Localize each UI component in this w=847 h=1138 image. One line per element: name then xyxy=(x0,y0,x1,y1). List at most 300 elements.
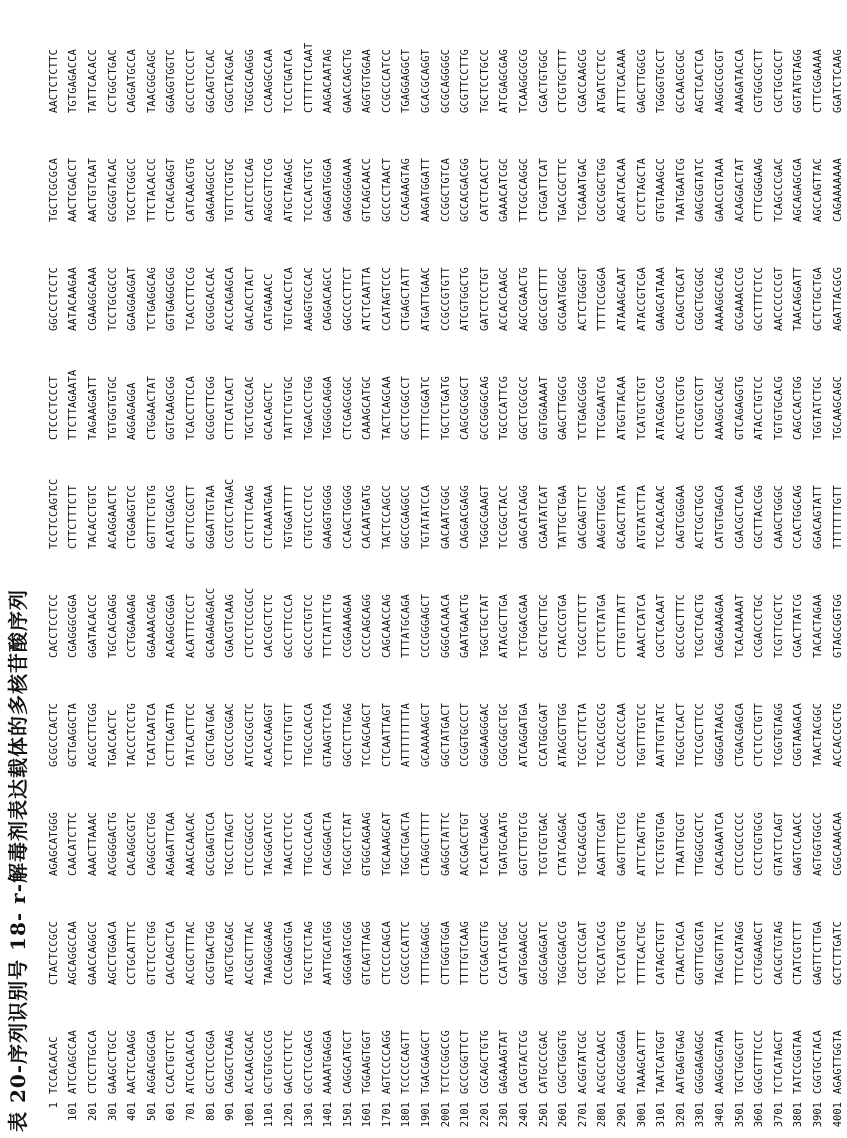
sequence-block: TGATGCAATG xyxy=(498,812,511,876)
sequence-block: ATCCACACCA xyxy=(184,1030,197,1094)
sequence-block: CCGGCTGTCA xyxy=(439,158,452,222)
sequence-block: TCATCAATCA xyxy=(145,703,158,767)
sequence-block: GAAGCCTGCC xyxy=(106,1030,119,1094)
sequence-block: GAGGGGGAAA xyxy=(341,158,354,222)
sequence-block: TTCTACACCC xyxy=(145,158,158,222)
sequence-block: CTCCCTCCCT xyxy=(47,376,60,440)
sequence-block: TGCTCTGATG xyxy=(439,376,452,440)
sequence-block: TGGCTGACTA xyxy=(400,812,413,876)
sequence-block: ACCGACCTGT xyxy=(459,812,472,876)
sequence-block: TGGCTGCTAT xyxy=(478,594,491,658)
sequence-block: TTCGCCAGGC xyxy=(518,158,531,222)
sequence-block: CCGCCCATTC xyxy=(400,921,413,985)
sequence-block: TGCCCATTCG xyxy=(498,376,511,440)
sequence-block: CCCGAGGTGA xyxy=(282,921,295,985)
sequence-block: AAGGCGGTAA xyxy=(713,1030,726,1094)
sequence-block: CAGAAAAAAA xyxy=(831,158,844,222)
sequence-block: CCCGGGAGCT xyxy=(420,594,433,658)
sequence-row xyxy=(573,4,593,1134)
sequence-block: AGCAGAGCGA xyxy=(792,158,805,222)
sequence-row xyxy=(64,4,84,1134)
row-number: 1601 xyxy=(361,1102,374,1128)
sequence-block: ATGATTGAAC xyxy=(420,267,433,331)
sequence-block: GAATGAACTG xyxy=(459,594,472,658)
sequence-block: TCGCAGCGCA xyxy=(576,812,589,876)
sequence-row xyxy=(122,4,142,1134)
sequence-block: CGCCGGCTGG xyxy=(596,158,609,222)
sequence-block: AATTGTTATC xyxy=(655,703,668,767)
sequence-block: TATCCGGTAA xyxy=(792,1030,805,1094)
sequence-block: CTATCAGGAC xyxy=(557,812,570,876)
sequence-block: CGAATATCAT xyxy=(537,485,550,549)
sequence-block: GCCTCCGACG xyxy=(302,1030,315,1094)
sequence-block: CATGTGAGCA xyxy=(713,485,726,549)
sequence-block: CTACCCGTGA xyxy=(557,594,570,658)
sequence-block: CGCTGATGAC xyxy=(204,703,217,767)
sequence-block: TACTCCAGCC xyxy=(380,485,393,549)
sequence-block: CTATCGTCTT xyxy=(792,921,805,985)
sequence-block: CCGCCCATCC xyxy=(380,49,393,113)
sequence-block: GGATCTCAAG xyxy=(831,49,844,113)
sequence-block: CCAGCTGGGG xyxy=(341,485,354,549)
sequence-block: CCAAGGCCAA xyxy=(263,49,276,113)
sequence-block: TCGGTGTAGG xyxy=(772,703,785,767)
sequence-block: ATCAGGATGA xyxy=(518,703,531,767)
row-number: 2501 xyxy=(537,1102,550,1128)
sequence-block: TAAAGCATTT xyxy=(635,1030,648,1094)
row-number: 3701 xyxy=(772,1102,785,1128)
sequence-row xyxy=(103,4,123,1134)
sequence-block: AAAGATACCA xyxy=(733,49,746,113)
sequence-block: GAACCGTAAA xyxy=(713,158,726,222)
sequence-block: GCGCAGGGGC xyxy=(439,49,452,113)
sequence-block: CGGCTGGGTG xyxy=(557,1030,570,1094)
sequence-block: GCAGCTTATA xyxy=(616,485,629,549)
sequence-block: TAATGAATCG xyxy=(674,158,687,222)
sequence-block: GACAATCGGC xyxy=(439,485,452,549)
sequence-block: AGCCAGTTAC xyxy=(811,158,824,222)
sequence-block: CTACTCCGCC xyxy=(47,921,60,985)
sequence-block: ACACCAAGGT xyxy=(263,703,276,767)
sequence-block: CTCCGCCCCC xyxy=(733,812,746,876)
sequence-block: GCTTCCGCTT xyxy=(184,485,197,549)
sequence-block: GAGAAAGTAT xyxy=(498,1030,511,1094)
sequence-block: AAAATGAGGA xyxy=(322,1030,335,1094)
sequence-block: CTGGAGGTCC xyxy=(126,485,139,549)
sequence-table xyxy=(44,4,847,1134)
sequence-block: TGGTATCTGC xyxy=(811,376,824,440)
sequence-block: CCATGGCGAT xyxy=(537,703,550,767)
sequence-row xyxy=(397,4,417,1134)
sequence-block: CCTCTAGCTA xyxy=(635,158,648,222)
sequence-block: GGTGAGGCGG xyxy=(165,267,178,331)
row-number: 1301 xyxy=(302,1102,315,1128)
sequence-block: TCCCCCAGTT xyxy=(400,1030,413,1094)
sequence-block: CTGACGAGCA xyxy=(733,703,746,767)
row-number: 1801 xyxy=(400,1102,413,1128)
sequence-block: TCACCTTCCG xyxy=(184,267,197,331)
sequence-block: CGCTCACAAT xyxy=(655,594,668,658)
sequence-block: GAAACATCGC xyxy=(498,158,511,222)
sequence-block: TAACTACGGC xyxy=(811,703,824,767)
sequence-block: ACGGGGACTG xyxy=(106,812,119,876)
sequence-block: CCTTCTATGA xyxy=(596,594,609,658)
sequence-block: GCCACGACGG xyxy=(459,158,472,222)
sequence-block: GAGGATGGGA xyxy=(322,158,335,222)
sequence-block: GGGCACAACA xyxy=(439,594,452,658)
sequence-block: TACCCTCCTG xyxy=(126,703,139,767)
row-number: 3501 xyxy=(733,1102,746,1128)
sequence-block: CTCGACGTTG xyxy=(478,921,491,985)
row-number: 201 xyxy=(86,1102,99,1121)
sequence-block: GGAAAACGAG xyxy=(145,594,158,658)
sequence-row xyxy=(44,4,64,1134)
sequence-block: ACCACCAAGC xyxy=(498,267,511,331)
sequence-block: CAAAGCATGC xyxy=(361,376,374,440)
sequence-block: CAGGACGAGG xyxy=(459,485,472,549)
sequence-block: GTCAGAGGTG xyxy=(733,376,746,440)
sequence-block: CGAGGGCGGA xyxy=(67,594,80,658)
sequence-block: CAGGCATGCT xyxy=(341,1030,354,1094)
sequence-block: TTCGGAATCG xyxy=(596,376,609,440)
sequence-block: GCTCTGCTGA xyxy=(811,267,824,331)
sequence-block: GTCTCCCTGG xyxy=(145,921,158,985)
sequence-block: TCCTGTGTGA xyxy=(655,812,668,876)
sequence-block: TACACTAGAA xyxy=(811,594,824,658)
sequence-block: TCATGTCTGT xyxy=(635,376,648,440)
sequence-block: AGGAGAGGA xyxy=(126,382,139,440)
sequence-block: TCGCTCACTG xyxy=(694,594,707,658)
sequence-block: CTCGTGCTTT xyxy=(557,49,570,113)
sequence-block: ATGTATCTTA xyxy=(635,485,648,549)
sequence-block: GCCTCCCGGA xyxy=(204,1030,217,1094)
sequence-block: TACACCTGTC xyxy=(86,485,99,549)
row-number: 3901 xyxy=(811,1102,824,1128)
sequence-block: ACAGGACTAT xyxy=(733,158,746,222)
sequence-block: TCTGAGGCAG xyxy=(145,267,158,331)
sequence-block: AGGTGTGGAA xyxy=(361,49,374,113)
sequence-block: AACTCGACCT xyxy=(67,158,80,222)
sequence-block: ACCGCTTTAC xyxy=(184,921,197,985)
sequence-block: TTTTGGAGGC xyxy=(420,921,433,985)
sequence-block: GCGTTCCTTG xyxy=(459,49,472,113)
row-number: 4001 xyxy=(831,1102,844,1128)
sequence-block: CTCACGAGGT xyxy=(165,158,178,222)
row-number: 901 xyxy=(224,1102,237,1121)
sequence-block: ATTTTTTTTA xyxy=(400,703,413,767)
sequence-block: AGTCCCCAGG xyxy=(380,1030,393,1094)
sequence-block: GAGCGGTATC xyxy=(694,158,707,222)
row-number: 2801 xyxy=(596,1102,609,1128)
sequence-block: AGCGCGGGGA xyxy=(616,1030,629,1094)
sequence-block: CACAATGATG xyxy=(361,485,374,549)
sequence-block: AAGGTGCCAC xyxy=(302,267,315,331)
sequence-row xyxy=(808,4,828,1134)
sequence-block: GGACAGTATT xyxy=(811,485,824,549)
sequence-block: ACATCGGACG xyxy=(165,485,178,549)
sequence-block: CGACTGTGGC xyxy=(537,49,550,113)
sequence-block: GCAAAAAGCT xyxy=(420,703,433,767)
sequence-block: CAACATCTTC xyxy=(67,812,80,876)
sequence-block: GGCCCTCCTC xyxy=(47,267,60,331)
sequence-block: CTAGGCTTTT xyxy=(420,812,433,876)
sequence-block: GGCGTTTCCC xyxy=(753,1030,766,1094)
sequence-row xyxy=(632,4,652,1134)
sequence-block: TGCCTCGGCC xyxy=(126,158,139,222)
sequence-block: CACCGCTCTC xyxy=(263,594,276,658)
sequence-block: GCCCTTCCCA xyxy=(282,594,295,658)
sequence-block: TACTCAGCAA xyxy=(380,376,393,440)
sequence-block: GCGAATGGGC xyxy=(557,267,570,331)
row-number: 2601 xyxy=(557,1102,570,1128)
sequence-row xyxy=(240,4,260,1134)
sequence-block: GCCAACGCGC xyxy=(674,49,687,113)
sequence-block: CGACGCTCAA xyxy=(733,485,746,549)
sequence-block: TTAATTGCGT xyxy=(674,812,687,876)
sequence-block: TGGGCGAAGT xyxy=(478,485,491,549)
sequence-row xyxy=(436,4,456,1134)
sequence-block: TGCTCGCCAC xyxy=(243,376,256,440)
sequence-row xyxy=(749,4,769,1134)
row-number: 1901 xyxy=(420,1102,433,1128)
sequence-row xyxy=(691,4,711,1134)
row-number: 3101 xyxy=(655,1102,668,1128)
sequence-row xyxy=(514,4,534,1134)
sequence-block: TGCTGGCGTT xyxy=(733,1030,746,1094)
sequence-block: ATACGCTTGA xyxy=(498,594,511,658)
sequence-block: GGTTTCTGTG xyxy=(145,485,158,549)
sequence-row xyxy=(377,4,397,1134)
row-number: 601 xyxy=(165,1102,178,1121)
sequence-block: GAAGCATAAA xyxy=(655,267,668,331)
sequence-block: CCATCATGGC xyxy=(498,921,511,985)
sequence-block: ATCGTGGCTG xyxy=(459,267,472,331)
sequence-block: CGGCTGCGGC xyxy=(694,267,707,331)
sequence-block: AAGGTTGGGC xyxy=(596,485,609,549)
sequence-block: GGCTATGACT xyxy=(439,703,452,767)
sequence-block: GACGAGTTCT xyxy=(576,485,589,549)
sequence-block: TTGCCCACCA xyxy=(302,812,315,876)
sequence-block: AGATTTCGAT xyxy=(596,812,609,876)
sequence-block: CGGCTACGAC xyxy=(224,49,237,113)
sequence-block: CACCAGCTCA xyxy=(165,921,178,985)
sequence-block: GAGTTCTTCG xyxy=(616,812,629,876)
sequence-block: ACTCTGGGGT xyxy=(576,267,589,331)
sequence-block: TGTGGTGTGC xyxy=(106,376,119,440)
sequence-block: ATAGCGTTGG xyxy=(557,703,570,767)
sequence-row xyxy=(495,4,515,1134)
sequence-block: CAGTCGGGAA xyxy=(674,485,687,549)
sequence-block: AATTGCATGG xyxy=(322,921,335,985)
sequence-block: GCCTGCTTGC xyxy=(537,594,550,658)
sequence-block: TAAGGGGAAG xyxy=(263,921,276,985)
sequence-block: TCCTCCAGTCC xyxy=(47,478,60,549)
sequence-block: TCCAGCAGCT xyxy=(361,703,374,767)
sequence-row xyxy=(769,4,789,1134)
sequence-block: CGTGGCGCTT xyxy=(753,49,766,113)
sequence-block: TGCTCCTGCC xyxy=(478,49,491,113)
sequence-block: TGCCCTAGCT xyxy=(224,812,237,876)
row-number: 2901 xyxy=(616,1102,629,1128)
sequence-row xyxy=(181,4,201,1134)
sequence-row xyxy=(201,4,221,1134)
sequence-block: ATTCTAGTTG xyxy=(635,812,648,876)
sequence-row xyxy=(299,4,319,1134)
sequence-block: GCTGTGCCCG xyxy=(263,1030,276,1094)
sequence-block: CACCTCCTCC xyxy=(47,594,60,658)
sequence-block: TATTGCTGAA xyxy=(557,485,570,549)
sequence-block: CCTGGAAGCT xyxy=(753,921,766,985)
sequence-block: CACAGAATCA xyxy=(713,812,726,876)
sequence-block: TTTTTTTGTT xyxy=(831,485,844,549)
sequence-block: TCAAGGCGCG xyxy=(518,49,531,113)
sequence-row xyxy=(416,4,436,1134)
sequence-block: TTTCCATAGG xyxy=(733,921,746,985)
sequence-row xyxy=(162,4,182,1134)
sequence-block: ATGCTAGAGC xyxy=(282,158,295,222)
sequence-block: AACTGTCAAT xyxy=(86,158,99,222)
sequence-row xyxy=(318,4,338,1134)
sequence-block: CTCCTCCCGCC xyxy=(243,587,256,658)
sequence-block: CTTTTCTCAAT xyxy=(302,42,315,113)
sequence-block: GGTCTTGTCG xyxy=(518,812,531,876)
sequence-block: AAGACAATAG xyxy=(322,49,335,113)
sequence-block: AGCATCACAA xyxy=(616,158,629,222)
sequence-block: CTTCTTTCTT xyxy=(67,485,80,549)
sequence-block: TTTTGTCAAG xyxy=(459,921,472,985)
sequence-block: ACCCAGAGCA xyxy=(224,267,237,331)
sequence-block: CCTTCAGTTA xyxy=(165,703,178,767)
sequence-block: TGACGAGGCT xyxy=(420,1030,433,1094)
sequence-block: ACCTGTCGTG xyxy=(674,376,687,440)
sequence-block: CTCCCGGCCC xyxy=(243,812,256,876)
sequence-row xyxy=(83,4,103,1134)
sequence-row xyxy=(651,4,671,1134)
sequence-block: AGCCGAACTG xyxy=(518,267,531,331)
sequence-block: TATCACTTCC xyxy=(184,703,197,767)
sequence-block: GGCAGTCCAC xyxy=(204,49,217,113)
sequence-block: GCGGCTTCGG xyxy=(204,376,217,440)
sequence-block: TCTGGACGAA xyxy=(518,594,531,658)
sequence-block: TGTGTGCACG xyxy=(772,376,785,440)
sequence-block: GCGGCACCAC xyxy=(204,267,217,331)
sequence-block: CCGTCCTAGAC xyxy=(224,478,237,549)
sequence-block: ATTTCACAAA xyxy=(616,49,629,113)
sequence-block: CAGCCACTGG xyxy=(792,376,805,440)
sequence-block: TGGTTTGTCC xyxy=(635,703,648,767)
sequence-block: CTTGGGTGGA xyxy=(439,921,452,985)
sequence-block: CTAACTCACA xyxy=(674,921,687,985)
sequence-block: CCCTCGTGCG xyxy=(753,812,766,876)
sequence-block: CTGAGCTATT xyxy=(400,267,413,331)
sequence-block: CTCGGTCGTT xyxy=(694,376,707,440)
sequence-block: TCTCCGGCCG xyxy=(439,1030,452,1094)
table-title: 表 20-序列识别号 18- r-解毒剂表达载体的多核苷酸序列 xyxy=(6,589,30,1132)
sequence-block: GAGAAGGCCC xyxy=(204,158,217,222)
sequence-block: GAGTTCTTGA xyxy=(811,921,824,985)
row-number: 1101 xyxy=(263,1102,276,1128)
sequence-block: GACCTCTCTC xyxy=(282,1030,295,1094)
sequence-block: TCCCACTGTC xyxy=(302,158,315,222)
sequence-block: GGAGGTGGTC xyxy=(165,49,178,113)
sequence-block: TGCCATCACG xyxy=(596,921,609,985)
sequence-block: TGGGGTGCCT xyxy=(655,49,668,113)
sequence-block: AGCTCACTCA xyxy=(694,49,707,113)
sequence-block: CGCCCCGGAC xyxy=(224,703,237,767)
sequence-block: CTCAAATGAA xyxy=(263,485,276,549)
row-number: 501 xyxy=(145,1102,158,1121)
sequence-block: TACGGTTATC xyxy=(713,921,726,985)
sequence-block: CACAGGCGTC xyxy=(126,812,139,876)
sequence-block: TGCTCGCGCA xyxy=(47,158,60,222)
sequence-block: GCTCTTGATC xyxy=(831,921,844,985)
sequence-block: AAACCAACAC xyxy=(184,812,197,876)
sequence-block: GGGATTGTAA xyxy=(204,485,217,549)
sequence-block: GGCCGCTTTT xyxy=(537,267,550,331)
row-number: 3401 xyxy=(713,1102,726,1128)
sequence-row xyxy=(553,4,573,1134)
sequence-block: TTCTTAGAATA xyxy=(67,369,80,440)
sequence-block: TGCGCTCACT xyxy=(674,703,687,767)
sequence-block: CCAGAAGTAG xyxy=(400,158,413,222)
sequence-block: TATTCTGTGC xyxy=(282,376,295,440)
sequence-block: CCCCAGCAGG xyxy=(361,594,374,658)
sequence-block: AACTCTCTTC xyxy=(47,49,60,113)
sequence-block: GGCGAGGATC xyxy=(537,921,550,985)
sequence-block: GTGTAAAGCC xyxy=(655,158,668,222)
sequence-block: GGTGGAAAAT xyxy=(537,376,550,440)
sequence-block: CTCGAGCGGC xyxy=(341,376,354,440)
sequence-block: CGCTCCCGAT xyxy=(576,921,589,985)
sequence-block: CCGACCCTGC xyxy=(753,594,766,658)
sequence-block: AACCCCCCGT xyxy=(772,267,785,331)
sequence-block: TCCGGCTACC xyxy=(498,485,511,549)
sequence-block: CGCTGCGCCT xyxy=(772,49,785,113)
sequence-block: GCCTCGGCCT xyxy=(400,376,413,440)
sequence-block: CTCAATTAGT xyxy=(380,703,393,767)
sequence-block: TCCCTGATCA xyxy=(282,49,295,113)
sequence-block: GGCTCTTGAG xyxy=(341,703,354,767)
sequence-row xyxy=(358,4,378,1134)
sequence-row xyxy=(220,4,240,1134)
row-number: 1001 xyxy=(243,1102,256,1128)
sequence-block: CCACTGTCTC xyxy=(165,1030,178,1094)
sequence-block: AGCCTGGACA xyxy=(106,921,119,985)
sequence-block: ATACGAGCCG xyxy=(655,376,668,440)
sequence-block: GATGGAAGCC xyxy=(518,921,531,985)
sequence-block: CCGGAAAGAA xyxy=(341,594,354,658)
sequence-block: CACGCTGTAG xyxy=(772,921,785,985)
sequence-block: TCTGAGCGGG xyxy=(576,376,589,440)
sequence-block: CACGTACTCG xyxy=(518,1030,531,1094)
sequence-block: AAAAGGCCAG xyxy=(713,267,726,331)
sequence-block: TGGCGCAGGG xyxy=(243,49,256,113)
row-number: 3301 xyxy=(694,1102,707,1128)
sequence-block: ATGGTTACAA xyxy=(616,376,629,440)
sequence-block: GCCGAGTCCA xyxy=(204,812,217,876)
sequence-block: AAGATGGATT xyxy=(420,158,433,222)
sequence-block: CGACGTCAAG xyxy=(224,594,237,658)
sequence-block: CAGGATGCCA xyxy=(126,49,139,113)
sequence-block: TGGACCCTGG xyxy=(302,376,315,440)
row-number: 2301 xyxy=(498,1102,511,1128)
sequence-block: ACGGTATCGC xyxy=(576,1030,589,1094)
sequence-block: TGTGAGACCA xyxy=(67,49,80,113)
sequence-block: GGCCGAGGCC xyxy=(400,485,413,549)
sequence-block: TCCACACAAC xyxy=(655,485,668,549)
sequence-block: CTGGATTCAT xyxy=(537,158,550,222)
sequence-block: GCCGGGGCAG xyxy=(478,376,491,440)
